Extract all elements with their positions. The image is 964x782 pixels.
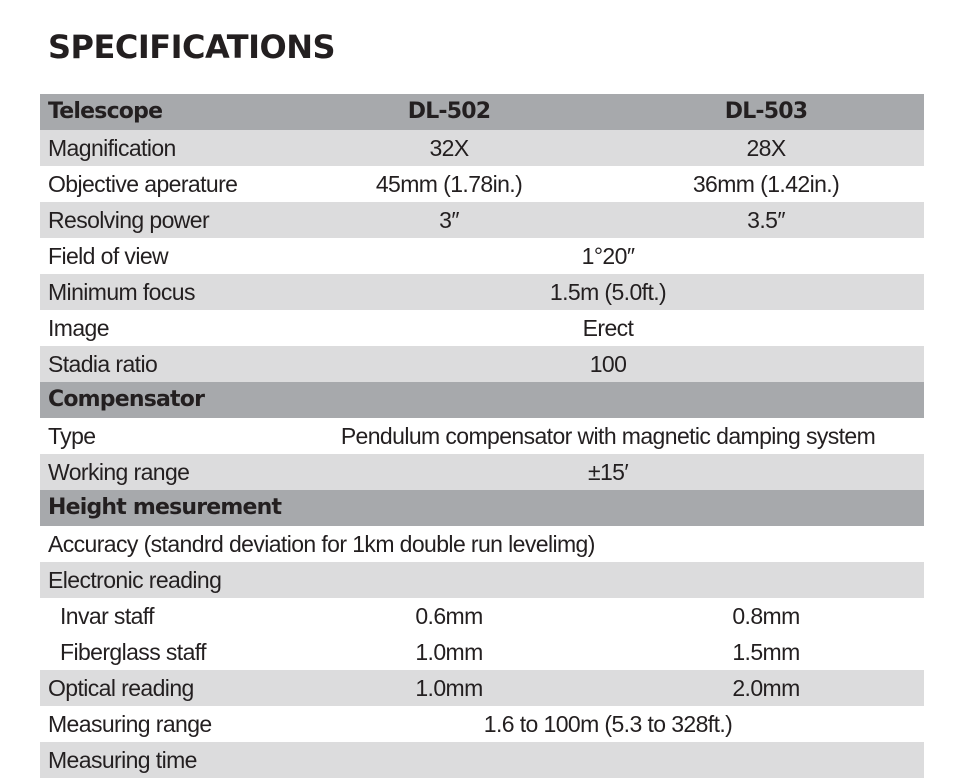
dl503-value: 2.0mm xyxy=(732,675,800,701)
shared-value: 1°20″ xyxy=(581,243,635,269)
dl502-value: 1.0mm xyxy=(415,639,483,665)
table-row-type xyxy=(40,418,924,454)
dl502-value: 3″ xyxy=(439,207,459,233)
row-label: Electronic reading xyxy=(48,567,222,593)
row-label: Working range xyxy=(48,459,190,485)
table-row-measuring-time xyxy=(40,742,924,778)
row-label: Measuring time xyxy=(48,747,197,773)
height-measurement-header-row xyxy=(40,490,924,526)
row-label: Stadia ratio xyxy=(48,351,158,377)
column-header-dl503: DL-503 xyxy=(724,99,808,124)
row-label: Field of view xyxy=(48,243,169,269)
table-row-accuracy xyxy=(40,526,924,562)
row-label: Fiberglass staff xyxy=(60,639,206,665)
dl502-value: 45mm (1.78in.) xyxy=(375,171,523,197)
dl503-value: 36mm (1.42in.) xyxy=(692,171,840,197)
shared-value: 100 xyxy=(589,351,627,377)
page-title: SPECIFICATIONS xyxy=(48,28,336,66)
shared-value: 1.5m (5.0ft.) xyxy=(549,279,667,305)
row-label: Optical reading xyxy=(48,675,194,701)
dl503-value: 28X xyxy=(746,135,786,161)
dl502-value: 0.6mm xyxy=(415,603,483,629)
dl503-value: 1.5mm xyxy=(732,639,800,665)
table-row-invar-staff xyxy=(40,598,924,634)
table-row-objective-aperature xyxy=(40,166,924,202)
row-label: Resolving power xyxy=(48,207,210,233)
shared-value: ±15′ xyxy=(587,459,629,485)
telescope-header-row xyxy=(40,94,924,130)
section-heading-telescope: Telescope xyxy=(48,99,163,124)
table-row-optical-reading xyxy=(40,670,924,706)
row-label: Magnification xyxy=(48,135,176,161)
section-heading-height-measurement: Height mesurement xyxy=(48,495,282,520)
row-label: Invar staff xyxy=(60,603,154,629)
table-row-measuring-range xyxy=(40,706,924,742)
dl503-value: 0.8mm xyxy=(732,603,800,629)
specifications-table xyxy=(40,94,924,778)
table-row-magnification xyxy=(40,130,924,166)
table-row-image xyxy=(40,310,924,346)
section-heading-compensator: Compensator xyxy=(48,387,205,412)
shared-value: Erect xyxy=(582,315,634,341)
table-row-working-range xyxy=(40,454,924,490)
row-label: Image xyxy=(48,315,109,341)
table-row-minimum-focus xyxy=(40,274,924,310)
row-label: Measuring range xyxy=(48,711,212,737)
shared-value: 1.6 to 100m (5.3 to 328ft.) xyxy=(483,711,733,737)
table-row-fiberglass-staff xyxy=(40,634,924,670)
table-row-resolving-power xyxy=(40,202,924,238)
row-label: Accuracy (standrd deviation for 1km double run levelimg) xyxy=(48,531,595,557)
table-row-electronic-reading xyxy=(40,562,924,598)
dl503-value: 3.5″ xyxy=(747,207,785,233)
row-label: Objective aperature xyxy=(48,171,238,197)
row-label: Type xyxy=(48,423,96,449)
row-label: Minimum focus xyxy=(48,279,195,305)
dl502-value: 32X xyxy=(429,135,469,161)
shared-value: Pendulum compensator with magnetic damping system xyxy=(340,423,876,449)
compensator-header-row xyxy=(40,382,924,418)
table-row-field-of-view xyxy=(40,238,924,274)
dl502-value: 1.0mm xyxy=(415,675,483,701)
table-row-stadia-ratio xyxy=(40,346,924,382)
column-header-dl502: DL-502 xyxy=(407,99,491,124)
